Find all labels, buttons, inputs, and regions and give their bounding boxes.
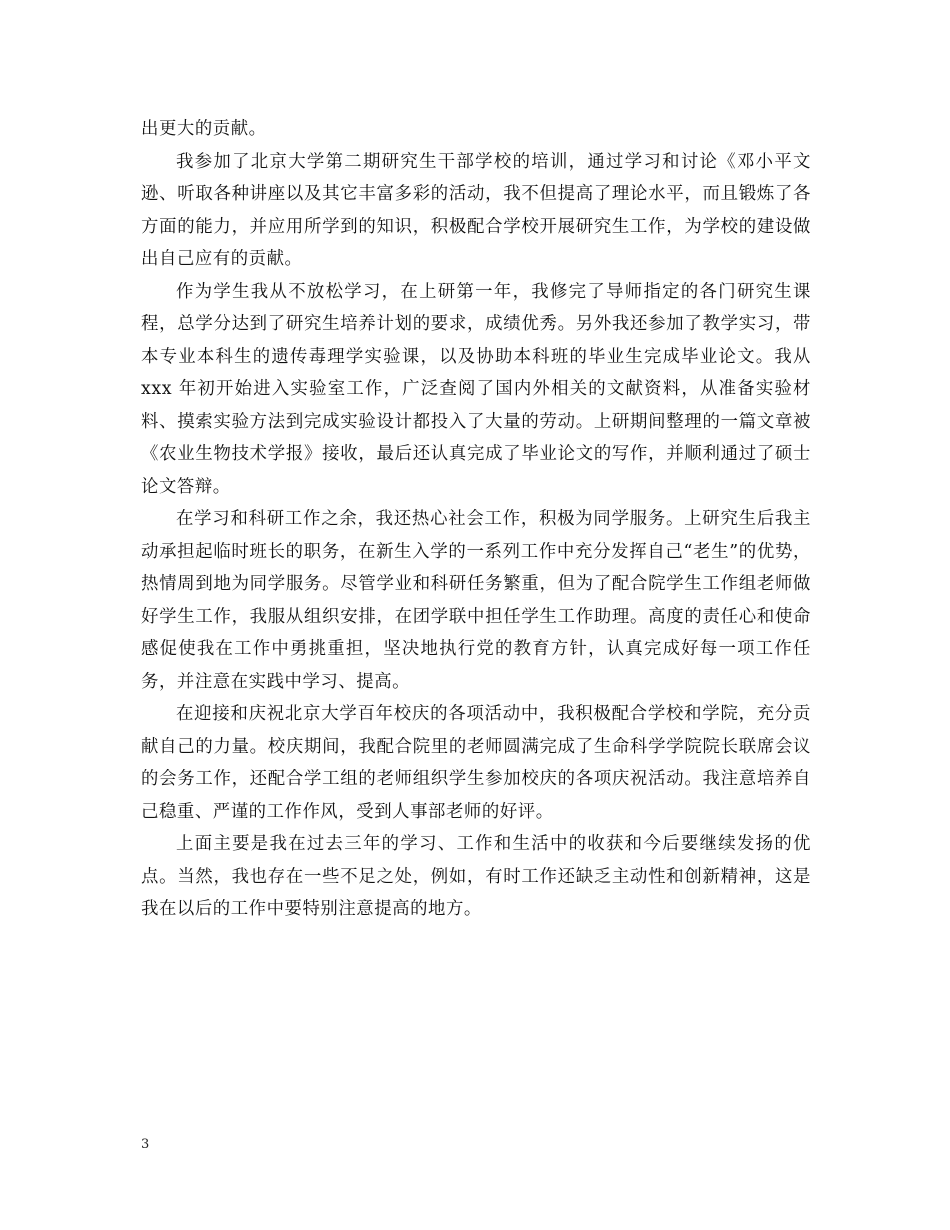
- page-number: 3: [141, 1137, 150, 1152]
- paragraph-study: 作为学生我从不放松学习，在上研第一年，我修完了导师指定的各门研究生课程，总学分达到了研究生培养计划的要求，成绩优秀。另外我还参加了教学实习，带本专业本科生的遗传毒理学实验课，以及协助本科班的毕业生完成毕业论文。我从 xxx 年初开始进入实验室工作，广泛查阅了国内外相关的文献资料，从准备实验材料、摸索实验方法到完成实验设计都投入了大量的劳动。上研期间整理的一篇文章被《农业生物技术学报》接收，最后还认真完成了毕业论文的写作，并顺利通过了硕士论文答辩。: [141, 281, 811, 497]
- paragraph-continuation: 出更大的贡献。: [141, 119, 267, 139]
- paragraph-summary: 上面主要是我在过去三年的学习、工作和生活中的收获和今后要继续发扬的优点。当然，我也存在一些不足之处，例如，有时工作还缺乏主动性和创新精神，这是我在以后的工作中要特别注意提高的地方。: [141, 834, 811, 919]
- document-body: [141, 113, 811, 926]
- paragraph-social-work: 在学习和科研工作之余，我还热心社会工作，积极为同学服务。上研究生后我主动承担起临时班长的职务，在新生入学的一系列工作中充分发挥自己“老生”的优势，热情周到地为同学服务。尽管学业和科研任务繁重，但为了配合院学生工作组老师做好学生工作，我服从组织安排，在团学联中担任学生工作助理。高度的责任心和使命感促使我在工作中勇挑重担，坚决地执行党的教育方针，认真完成好每一项工作任务，并注意在实践中学习、提高。: [141, 509, 811, 692]
- paragraph-training: 我参加了北京大学第二期研究生干部学校的培训，通过学习和讨论《邓小平文逊、听取各种讲座以及其它丰富多彩的活动，我不但提高了理论水平，而且锻炼了各方面的能力，并应用所学到的知识，积极配合学校开展研究生工作，为学校的建设做出自己应有的贡献。: [141, 151, 811, 269]
- paragraph-anniversary: 在迎接和庆祝北京大学百年校庆的各项活动中，我积极配合学校和学院，充分贡献自己的力量。校庆期间，我配合院里的老师圆满完成了生命科学学院院长联席会议的会务工作，还配合学工组的老师组织学生参加校庆的各项庆祝活动。我注意培养自己稳重、严谨的工作作风，受到人事部老师的好评。: [141, 704, 811, 822]
